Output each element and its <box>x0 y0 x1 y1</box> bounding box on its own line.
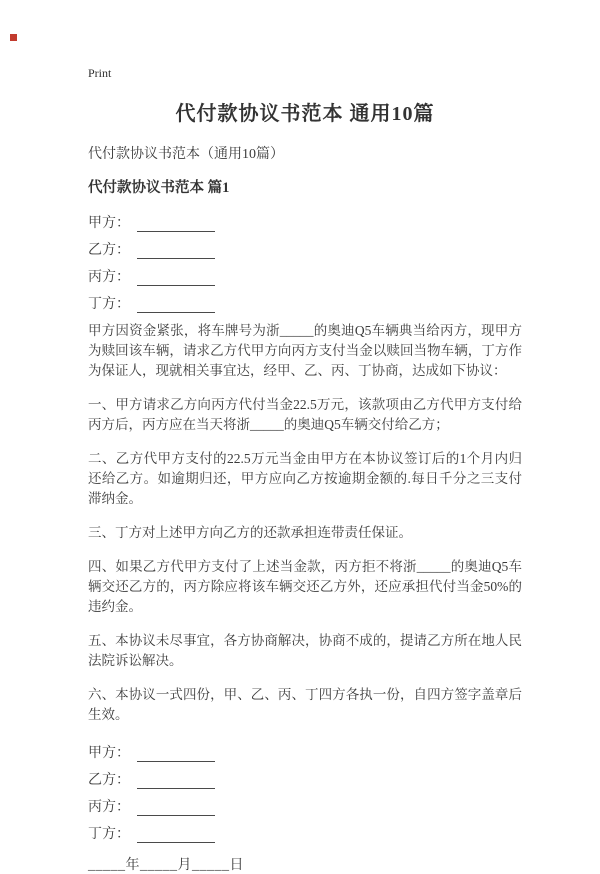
party-label: 甲方： <box>88 216 130 231</box>
signature-blank <box>137 217 215 232</box>
signature-blank <box>137 298 215 313</box>
clause-5: 五、本协议未尽事宜，各方协商解决，协商不成的，提请乙方所在地人民法院诉讼解决。 <box>88 633 522 668</box>
party-label: 乙方： <box>88 773 130 788</box>
party-line-bing <box>88 793 522 820</box>
signature-blank <box>137 828 215 843</box>
clause-3: 三、丁方对上述甲方向乙方的还款承担连带责任保证。 <box>88 525 412 540</box>
document-page <box>88 0 522 874</box>
party-line-yi <box>88 236 522 263</box>
party-label: 甲方： <box>88 746 130 761</box>
page-title: 代付款协议书范本 通用10篇 <box>175 103 435 125</box>
print-button[interactable]: Print <box>88 66 112 80</box>
parties-top <box>88 209 522 317</box>
document-subtitle: 代付款协议书范本（通用10篇） <box>88 147 284 162</box>
parties-bottom <box>88 739 522 847</box>
red-marker-icon <box>10 34 17 41</box>
party-label: 丙方： <box>88 800 130 815</box>
signature-blank <box>137 747 215 762</box>
signature-blank <box>137 774 215 789</box>
clause-2: 二、乙方代甲方支付的22.5万元当金由甲方在本协议签订后的1个月内归还给乙方。如逾期归还，甲方应向乙方按逾期金额的.每日千分之三支付滞纳金。 <box>88 451 522 506</box>
party-line-ding <box>88 820 522 847</box>
party-line-yi <box>88 766 522 793</box>
signature-blank <box>137 244 215 259</box>
party-label: 丁方： <box>88 827 130 842</box>
party-line-jia <box>88 739 522 766</box>
intro-paragraph: 甲方因资金紧张，将车牌号为浙_____的奥迪Q5车辆典当给丙方，现甲方为赎回该车辆，请求乙方代甲方向丙方支付当金以赎回当物车辆，丁方作为保证人，现就相关事宜达，经甲、乙、丙、丁协商，达成如下协议： <box>88 323 522 378</box>
party-label: 乙方： <box>88 243 130 258</box>
signature-blank <box>137 271 215 286</box>
party-line-jia <box>88 209 522 236</box>
signature-blank <box>137 801 215 816</box>
party-label: 丁方： <box>88 297 130 312</box>
section-heading: 代付款协议书范本 篇1 <box>88 180 230 196</box>
date-line: _____年_____月_____日 <box>88 858 244 873</box>
document-body <box>88 321 522 725</box>
clause-6: 六、本协议一式四份，甲、乙、丙、丁四方各执一份，自四方签字盖章后生效。 <box>88 687 522 722</box>
clause-1: 一、甲方请求乙方向丙方代付当金22.5万元，该款项由乙方代甲方支付给丙方后，丙方应在当天将浙_____的奥迪Q5车辆交付给乙方； <box>88 397 522 432</box>
party-line-ding <box>88 290 522 317</box>
party-line-bing <box>88 263 522 290</box>
party-label: 丙方： <box>88 270 130 285</box>
clause-4: 四、如果乙方代甲方支付了上述当金款，丙方拒不将浙_____的奥迪Q5车辆交还乙方的，丙方除应将该车辆交还乙方外，还应承担代付当金50%的违约金。 <box>88 559 522 614</box>
